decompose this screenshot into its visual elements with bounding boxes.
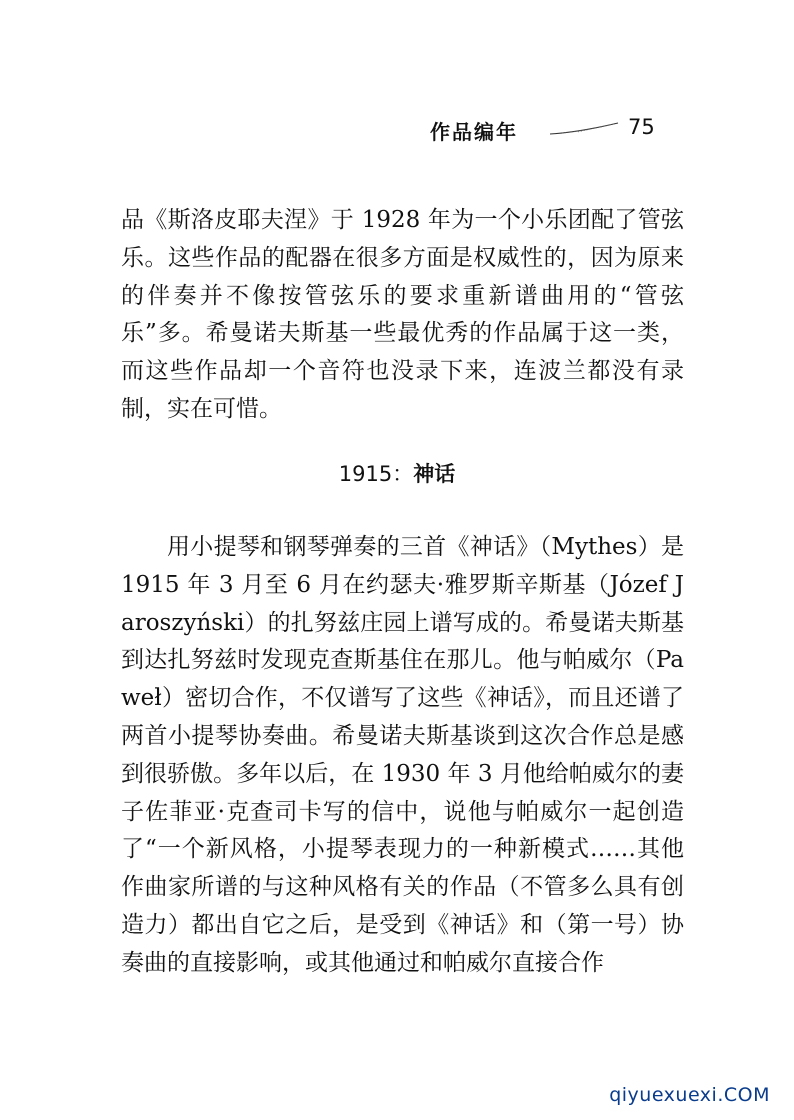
running-head xyxy=(430,116,680,146)
running-title: 作品编年 xyxy=(430,120,518,144)
swash-ornament-icon xyxy=(548,121,620,137)
body-paragraph: 品《斯洛皮耶夫涅》于 1928 年为一个小乐团配了管弦乐。这些作品的配器在很多方面是权威性的，因为原来的伴奏并不像按管弦乐的要求重新谱曲用的“管弦乐”多。希曼诺夫斯基一些最优秀的作品属于这一类，而这些作品却一个音符也没录下来，连波兰都没有录制，实在可惜。 xyxy=(121,207,684,422)
page-number: 75 xyxy=(628,115,655,139)
body-paragraph: 用小提琴和钢琴弹奏的三首《神话》（Mythes）是 1915 年 3 月至 6 月在约瑟夫·雅罗斯辛斯基（Józef Jaroszyński）的扎努兹庄园上谱写成的。希曼诺夫斯基到达扎努兹时发现克查斯基住在那儿。他与帕威尔（Paweł）密切合作，不仅谱写了这些《神话》，而且还谱了两首小提琴协奏曲。希曼诺夫斯基谈到这次合作总是感到很骄傲。多年以后，在 1930 年 3 月他给帕威尔的妻子佐菲亚·克查司卡写的信中，说他与帕威尔一起创造了“一个新风格，小提琴表现力的一种新模式……其他作曲家所谱的与这种风格有关的作品（不管多么具有创造力）都出自它之后，是受到《神话》和（第一号）协奏曲的直接影响，或其他通过和帕威尔直接合作 xyxy=(121,534,684,976)
section-heading-year: 1915： xyxy=(338,462,414,486)
section-heading xyxy=(0,460,794,488)
watermark-logo: qiyuexuexi.COM xyxy=(609,1084,770,1106)
section-heading-title: 神话 xyxy=(413,462,456,486)
